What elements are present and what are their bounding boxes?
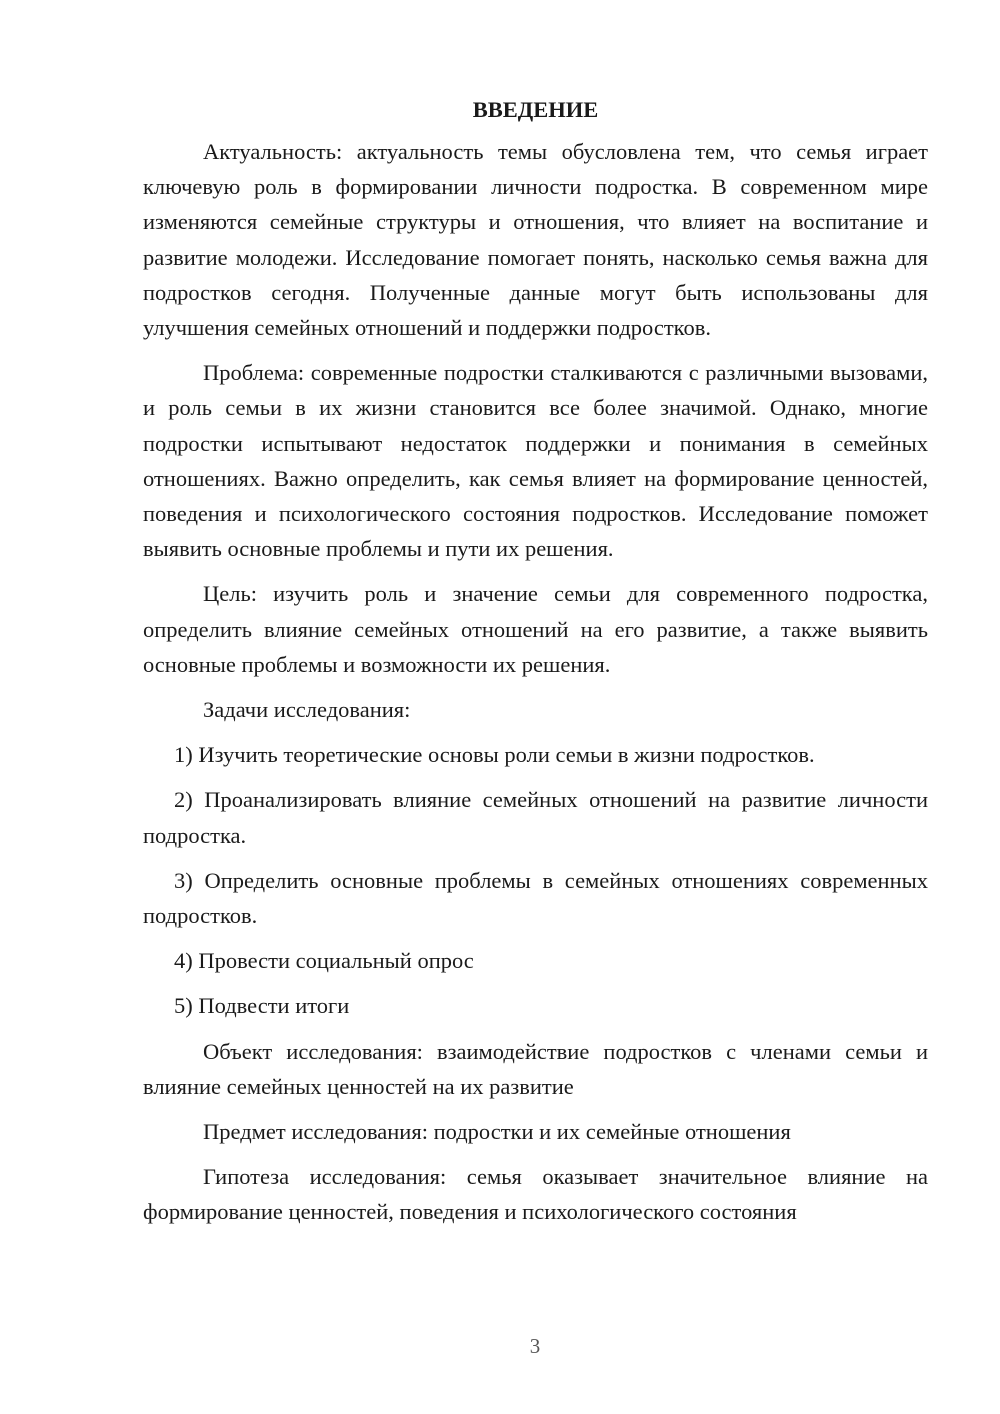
paragraph-tasks-heading: Задачи исследования: (203, 697, 411, 723)
task-item-5: 5) Подвести итоги (174, 993, 350, 1019)
paragraph-relevance: Актуальность: актуальность темы обусловлена тем, что семья играет ключевую роль в формировании личности подростка. В современном мире изменяются семейные структуры и отношения, что влияет на воспитание и развитие молодежи. Исследование помогает понять, насколько семья важна для подростков сегодня. Полученные данные могут быть использованы для улучшения семейных отношений и поддержки подростков. (143, 139, 928, 341)
page-number: 3 (529, 1334, 541, 1358)
page-title: ВВЕДЕНИЕ (472, 97, 599, 122)
task-item-4: 4) Провести социальный опрос (174, 948, 474, 974)
paragraph-subject: Предмет исследования: подростки и их семейные отношения (203, 1119, 791, 1145)
paragraph-goal: Цель: изучить роль и значение семьи для современного подростка, определить влияние семейных отношений на его развитие, а также выявить основные проблемы и возможности их решения. (143, 581, 928, 677)
paragraph-hypothesis: Гипотеза исследования: семья оказывает значительное влияние на формирование ценностей, поведения и психологического состояния (143, 1164, 928, 1225)
task-item-1: 1) Изучить теоретические основы роли семьи в жизни подростков. (174, 742, 815, 768)
page-body (143, 90, 928, 1240)
paragraph-problem: Проблема: современные подростки сталкиваются с различными вызовами, и роль семьи в их жизни становится все более значимой. Однако, многие подростки испытывают недостаток поддержки и понимания в семейных отношениях. Важно определить, как семья влияет на формирование ценностей, поведения и психологического состояния подростков. Исследование поможет выявить основные проблемы и пути их решения. (143, 360, 928, 562)
task-item-3: 3) Определить основные проблемы в семейных отношениях современных подростков. (143, 867, 928, 929)
task-item-2: 2) Проанализировать влияние семейных отношений на развитие личности подростка. (143, 787, 928, 848)
paragraph-object: Объект исследования: взаимодействие подростков с членами семьи и влияние семейных ценностей на их развитие (143, 1038, 928, 1099)
